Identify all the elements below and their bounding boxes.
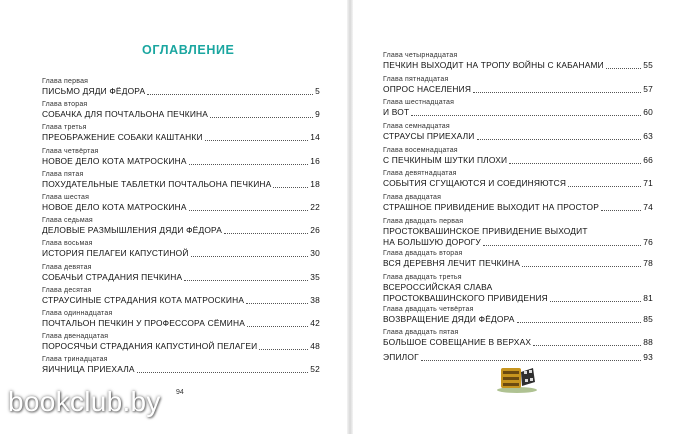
- chapter-line: [42, 272, 320, 283]
- chapter-title: ИСТОРИЯ ПЕЛАГЕИ КАПУСТИНОЙ: [42, 248, 189, 259]
- chapter-page: 63: [643, 131, 653, 142]
- chapter-title: НОВОЕ ДЕЛО КОТА МАТРОСКИНА: [42, 155, 187, 166]
- chapter-line: [42, 248, 320, 259]
- chapter-page: 57: [643, 83, 653, 94]
- leader-dots: [509, 162, 641, 164]
- chapter-label: Глава двадцать пятая: [383, 329, 459, 337]
- chapter-label: Глава двадцатая: [383, 194, 442, 202]
- leader-dots: [224, 232, 308, 234]
- leader-dots: [191, 255, 309, 257]
- chapter-line: [42, 364, 320, 375]
- chapter-title: ЯИЧНИЦА ПРИЕХАЛА: [42, 364, 135, 375]
- chapter-line: [42, 132, 320, 143]
- chapter-label: Глава пятая: [42, 170, 84, 178]
- toc-entry: [383, 249, 653, 273]
- chapter-title: БОЛЬШОЕ СОВЕЩАНИЕ В ВЕРХАХ: [383, 337, 532, 348]
- leader-dots: [473, 91, 641, 93]
- chapter-line: [383, 131, 653, 142]
- film-reel-illustration-icon: [495, 360, 539, 394]
- toc-entry: [42, 239, 320, 262]
- chapter-page: 71: [643, 178, 653, 189]
- chapter-page: 26: [310, 225, 320, 236]
- toc-entry: [42, 170, 320, 193]
- chapter-label: Глава двадцать четвёртая: [383, 305, 474, 313]
- leader-dots: [273, 186, 308, 188]
- chapter-title: ПОЧТАЛЬОН ПЕЧКИН У ПРОФЕССОРА СЁМИНА: [42, 317, 246, 328]
- toc-entry: [42, 332, 320, 355]
- chapter-label: Глава первая: [42, 78, 89, 85]
- toc-entry: [383, 217, 653, 249]
- toc-entry: [42, 100, 320, 123]
- toc-left-column: [42, 77, 320, 378]
- chapter-line: [42, 318, 320, 329]
- leader-dots: [550, 300, 641, 302]
- chapter-label: Глава двадцать третья: [383, 273, 462, 281]
- chapter-label: Глава девятнадцатая: [383, 170, 457, 178]
- chapter-page: 30: [310, 248, 320, 259]
- chapter-title: ВОЗВРАЩЕНИЕ ДЯДИ ФЁДОРА: [383, 313, 515, 324]
- chapter-line: [383, 202, 653, 213]
- leader-dots: [210, 116, 313, 118]
- book-gutter: [347, 0, 353, 434]
- chapter-label: Глава двенадцатая: [42, 333, 109, 341]
- chapter-line: [383, 314, 653, 325]
- toc-entry: [383, 98, 653, 122]
- chapter-label: Глава восемнадцатая: [383, 146, 458, 154]
- chapter-page: 9: [315, 109, 320, 120]
- leader-dots: [147, 93, 313, 95]
- chapter-title: ПОХУДАТЕЛЬНЫЕ ТАБЛЕТКИ ПОЧТАЛЬОНА ПЕЧКИНА: [42, 178, 272, 189]
- chapter-title-line: ПРОСТОКВАШИНСКОЕ ПРИВИДЕНИЕ ВЫХОДИТ: [383, 225, 588, 236]
- chapter-page: 81: [643, 292, 653, 303]
- watermark: bookclub.by: [8, 386, 161, 417]
- chapter-page: 42: [310, 317, 320, 328]
- toc-entry: [42, 286, 320, 309]
- leader-dots: [137, 371, 309, 373]
- leader-dots: [189, 209, 309, 211]
- chapter-line: [42, 86, 320, 97]
- chapter-title: ПРЕОБРАЖЕНИЕ СОБАКИ КАШТАНКИ: [42, 132, 203, 143]
- leader-dots: [522, 265, 641, 267]
- leader-dots: [259, 348, 308, 350]
- toc-entry: [383, 273, 653, 305]
- chapter-label: Глава вторая: [42, 101, 88, 109]
- chapter-label: Глава одиннадцатая: [42, 309, 113, 317]
- chapter-line: [42, 109, 320, 120]
- leader-dots: [246, 302, 308, 304]
- chapter-line: [42, 341, 320, 352]
- chapter-line: [383, 84, 653, 95]
- leader-dots: [606, 67, 641, 69]
- toc-entry: [383, 51, 653, 75]
- chapter-label: Глава четвёртая: [42, 147, 99, 155]
- toc-entry: [42, 309, 320, 332]
- leader-dots: [247, 325, 308, 327]
- chapter-title: СТРАУСЫ ПРИЕХАЛИ: [383, 131, 475, 142]
- chapter-label: Глава шестнадцатая: [383, 99, 455, 107]
- chapter-line: [383, 337, 653, 348]
- chapter-page: 66: [643, 154, 653, 165]
- chapter-title: ЭПИЛОГ: [383, 351, 419, 362]
- chapter-page: 22: [310, 201, 320, 212]
- chapter-title: ПРОСТОКВАШИНСКОГО ПРИВИДЕНИЯ: [383, 292, 548, 303]
- chapter-title: СОБАЧКА ДЛЯ ПОЧТАЛЬОНА ПЕЧКИНА: [42, 109, 209, 120]
- chapter-line: [42, 295, 320, 306]
- chapter-page: 76: [643, 236, 653, 247]
- chapter-line: [383, 155, 653, 166]
- chapter-title: ВСЯ ДЕРЕВНЯ ЛЕЧИТ ПЕЧКИНА: [383, 257, 521, 268]
- chapter-page: 93: [643, 351, 653, 362]
- leader-dots: [568, 185, 641, 187]
- chapter-page: 14: [310, 132, 320, 143]
- chapter-page: 35: [310, 271, 320, 282]
- chapter-title-line: ВСЕРОССИЙСКАЯ СЛАВА: [383, 281, 493, 292]
- chapter-page: 18: [310, 178, 320, 189]
- chapter-line: [42, 225, 320, 236]
- chapter-page: 55: [643, 60, 653, 70]
- leader-dots: [533, 344, 641, 346]
- chapter-title: ПЕЧКИН ВЫХОДИТ НА ТРОПУ ВОЙНЫ С КАБАНАМИ: [383, 60, 604, 70]
- page-number: 94: [176, 389, 184, 396]
- toc-entry: [42, 123, 320, 146]
- chapter-label: Глава третья: [42, 124, 87, 132]
- chapter-label: Глава десятая: [42, 286, 92, 294]
- chapter-line: [383, 237, 653, 248]
- chapter-label: Глава двадцать первая: [383, 217, 464, 225]
- chapter-title: НОВОЕ ДЕЛО КОТА МАТРОСКИНА: [42, 201, 187, 212]
- chapter-line: [383, 178, 653, 189]
- chapter-page: 78: [643, 257, 653, 268]
- chapter-label: Глава двадцать вторая: [383, 249, 463, 257]
- leader-dots: [411, 114, 641, 116]
- chapter-page: 5: [315, 86, 320, 96]
- toc-entry: [42, 77, 320, 100]
- toc-entry: [383, 146, 653, 170]
- chapter-page: 85: [643, 313, 653, 324]
- toc-right-column: [383, 51, 653, 376]
- chapter-label: Глава седьмая: [42, 217, 93, 225]
- chapter-page: 48: [310, 341, 320, 352]
- leader-dots: [517, 321, 642, 323]
- chapter-label: Глава восьмая: [42, 240, 93, 248]
- chapter-label: Глава четырнадцатая: [383, 52, 458, 59]
- toc-entry: [42, 263, 320, 286]
- leader-dots: [205, 139, 309, 141]
- leader-dots: [184, 279, 308, 281]
- chapter-title: ОПРОС НАСЕЛЕНИЯ: [383, 83, 472, 94]
- chapter-label: Глава тринадцатая: [42, 356, 108, 364]
- chapter-page: 60: [643, 107, 653, 118]
- chapter-title: ДЕЛОВЫЕ РАЗМЫШЛЕНИЯ ДЯДИ ФЁДОРА: [42, 225, 223, 236]
- chapter-title: СТРАУСИНЫЕ СТРАДАНИЯ КОТА МАТРОСКИНА: [42, 294, 245, 305]
- chapter-page: 88: [643, 337, 653, 348]
- toc-entry: [383, 328, 653, 352]
- toc-entry: [42, 216, 320, 239]
- toc-entry: [42, 355, 320, 378]
- chapter-title: СОБЫТИЯ СГУЩАЮТСЯ И СОЕДИНЯЮТСЯ: [383, 178, 567, 189]
- leader-dots: [483, 244, 641, 246]
- chapter-page: 38: [310, 294, 320, 305]
- chapter-line: [383, 293, 653, 304]
- chapter-title: СТРАШНОЕ ПРИВИДЕНИЕ ВЫХОДИТ НА ПРОСТОР: [383, 202, 599, 213]
- chapter-line: [42, 156, 320, 167]
- chapter-title: НА БОЛЬШУЮ ДОРОГУ: [383, 236, 481, 247]
- toc-entry: [42, 193, 320, 216]
- toc-entry: [383, 169, 653, 193]
- chapter-label: Глава семнадцатая: [383, 123, 450, 131]
- leader-dots: [189, 163, 309, 165]
- leader-dots: [477, 138, 642, 140]
- toc-entry: [383, 193, 653, 217]
- toc-entry: [383, 75, 653, 99]
- toc-entry: [383, 305, 653, 329]
- chapter-label: Глава девятая: [42, 263, 92, 271]
- chapter-line: [383, 60, 653, 71]
- chapter-line: [383, 107, 653, 118]
- chapter-line: [42, 202, 320, 213]
- chapter-title: ПИСЬМО ДЯДИ ФЁДОРА: [42, 86, 146, 96]
- chapter-page: 52: [310, 364, 320, 375]
- chapter-label: Глава пятнадцатая: [383, 75, 449, 83]
- toc-entry: [383, 122, 653, 146]
- chapter-title: И ВОТ: [383, 107, 410, 118]
- chapter-label: Глава шестая: [42, 193, 90, 201]
- chapter-page: 74: [643, 202, 653, 213]
- leader-dots: [601, 209, 641, 211]
- chapter-title: С ПЕЧКИНЫМ ШУТКИ ПЛОХИ: [383, 154, 508, 165]
- chapter-line: [383, 258, 653, 269]
- chapter-line: [42, 179, 320, 190]
- toc-title: ОГЛАВЛЕНИЕ: [142, 43, 235, 57]
- chapter-title: ПОРОСЯЧЬИ СТРАДАНИЯ КАПУСТИНОЙ ПЕЛАГЕИ: [42, 341, 258, 352]
- chapter-page: 16: [310, 155, 320, 166]
- chapter-title: СОБАЧЬИ СТРАДАНИЯ ПЕЧКИНА: [42, 271, 183, 282]
- toc-entry: [42, 147, 320, 170]
